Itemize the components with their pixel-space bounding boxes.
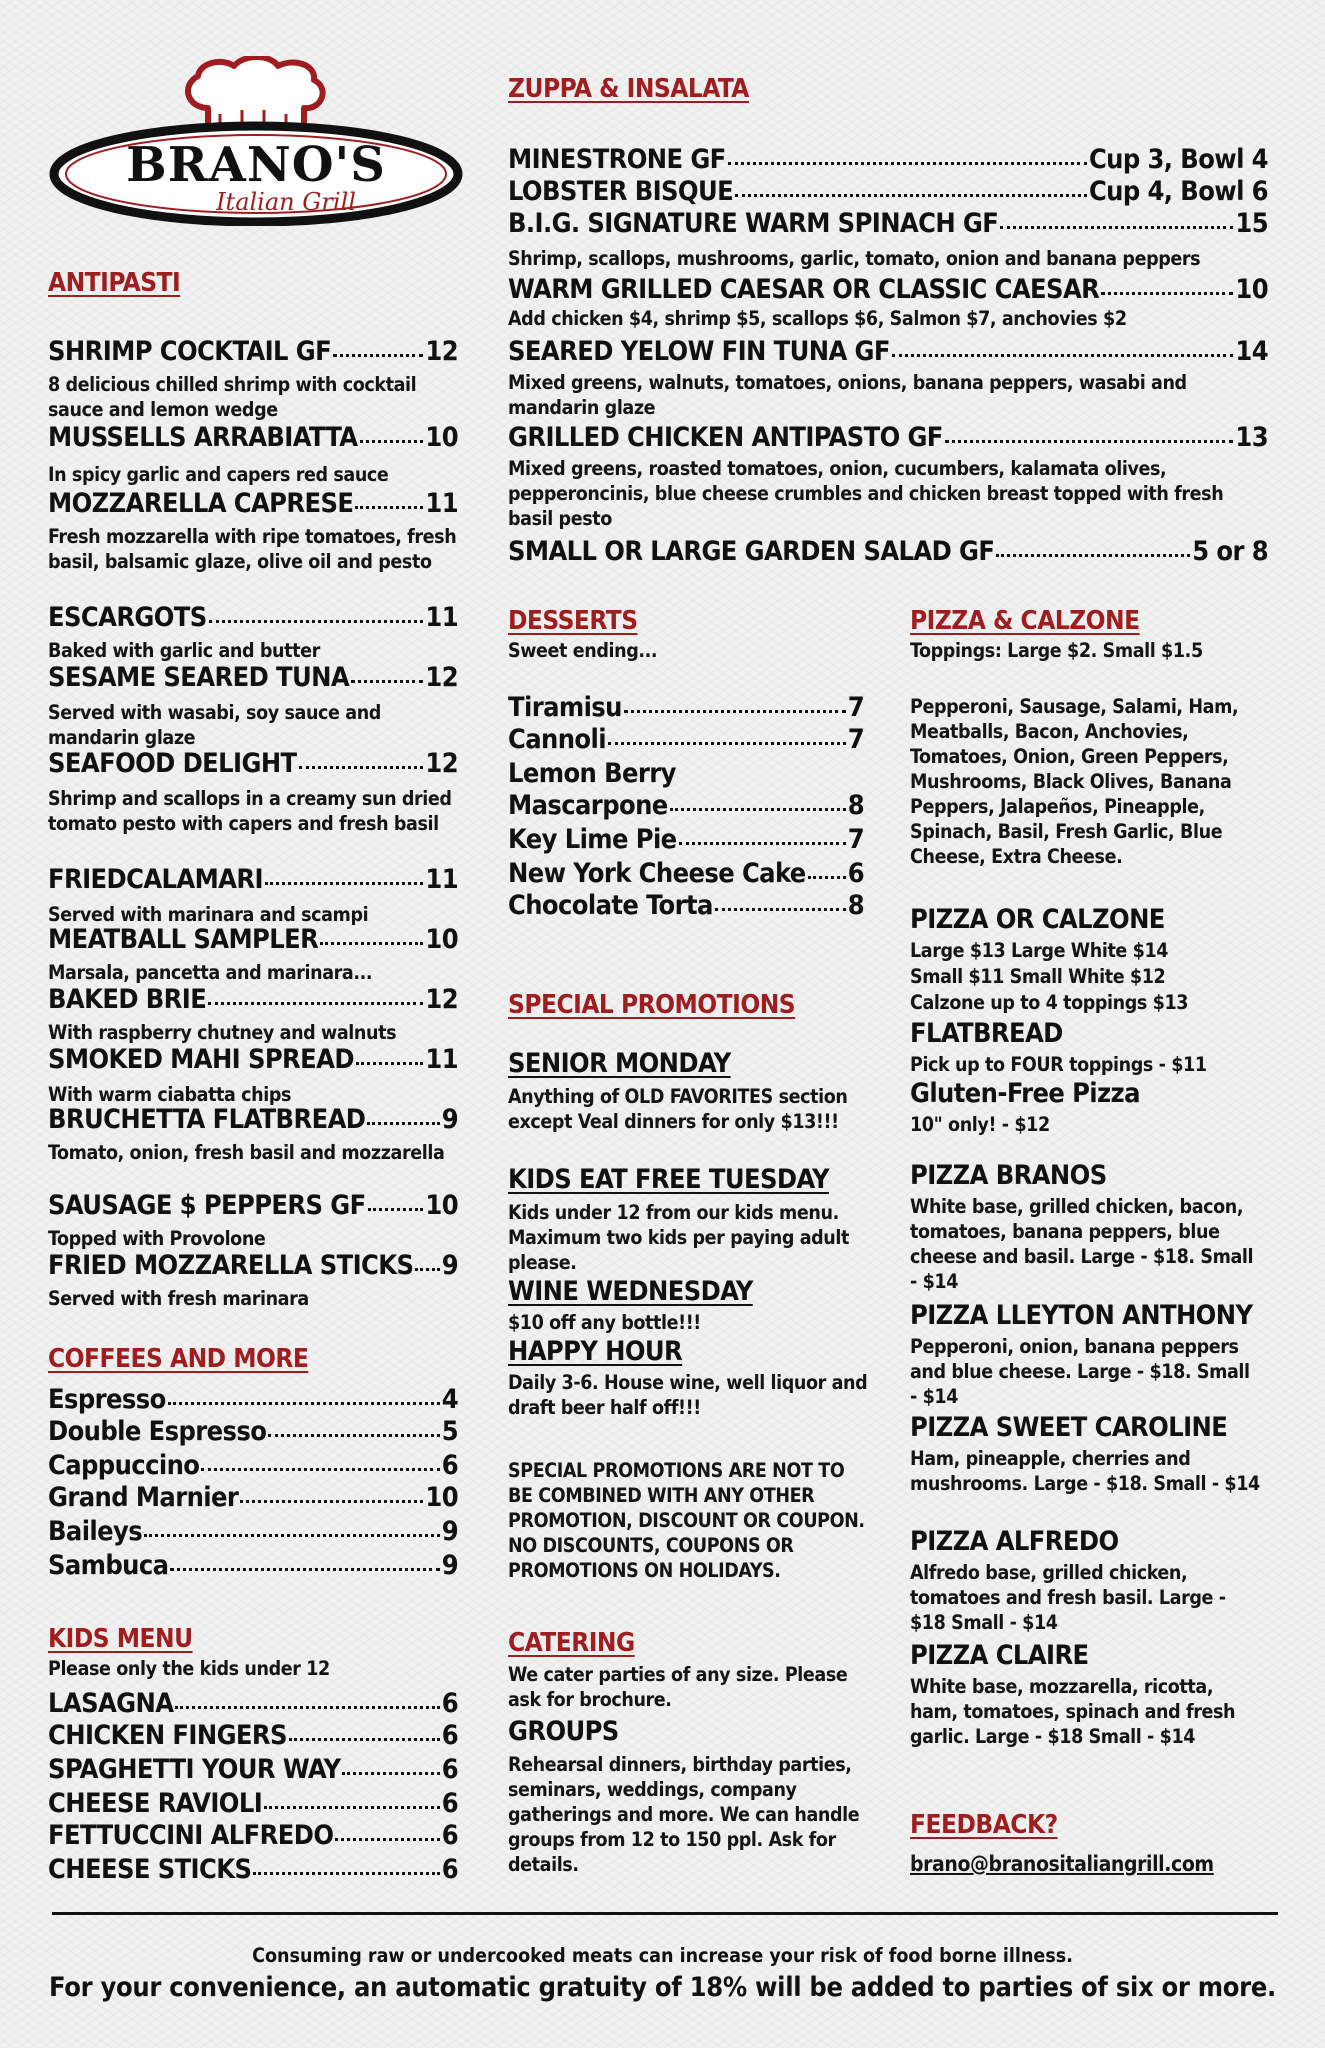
leader-dots xyxy=(1101,292,1233,295)
zuppa-desc: Shrimp, scallops, mushrooms, garlic, tomato, onion and banana peppers xyxy=(508,247,1201,270)
item-price: 13 xyxy=(1235,422,1268,453)
pizza-specialty-desc: White base, mozzarella, ricotta, ham, tomatoes, spinach and fresh garlic. Large - $18 Small - $14 xyxy=(910,1675,1236,1748)
leader-dots xyxy=(144,1534,440,1537)
leader-dots xyxy=(351,680,423,683)
antipasti-item xyxy=(48,424,458,451)
item-name: FRIEDCALAMARI xyxy=(48,864,263,895)
groups-desc: Rehearsal dinners, birthday parties, seminars, weddings, company gatherings and more. We can handle groups from 12 to 150 ppl. Ask for details. xyxy=(508,1753,860,1876)
kids-item xyxy=(48,1756,458,1783)
pizza-calzone-line: Large $13 Large White $14 xyxy=(910,939,1169,962)
leader-dots xyxy=(670,808,846,811)
zuppa-desc: Mixed greens, walnuts, tomatoes, onions, banana peppers, wasabi and mandarin glaze xyxy=(508,371,1187,419)
item-name: CHEESE RAVIOLI xyxy=(48,1788,263,1819)
section-title-catering: CATERING xyxy=(508,1628,635,1658)
item-price: Cup 3, Bowl 4 xyxy=(1088,144,1268,175)
leader-dots xyxy=(299,766,424,769)
zuppa-item xyxy=(508,424,1268,451)
item-name: SPAGHETTI YOUR WAY xyxy=(48,1754,341,1785)
item-price: 6 xyxy=(441,1854,458,1885)
pizza-specialty-desc: Alfredo base, grilled chicken, tomatoes and fresh basil. Large - $18 Small - $14 xyxy=(910,1561,1226,1634)
item-name: MINESTRONE GF xyxy=(508,144,726,175)
item-price: 11 xyxy=(425,602,458,633)
promo-desc: Kids under 12 from our kids menu. Maximum two kids per paying adult please. xyxy=(508,1201,849,1274)
item-price: 12 xyxy=(425,662,458,693)
item-name: Chocolate Torta xyxy=(508,890,713,921)
kids-item xyxy=(48,1722,458,1749)
item-name: Tiramisu xyxy=(508,692,622,723)
zuppa-item xyxy=(508,178,1268,205)
item-name: Sambuca xyxy=(48,1550,169,1581)
pizza-toppings-list: Pepperoni, Sausage, Salami, Ham, Meatballs, Bacon, Anchovies, Tomatoes, Onion, Green Peppers, Mushrooms, Black Olives, Banana Peppers, Jalapeños, Pineapple, Spinach, Basil, Fresh Garlic, Blue Cheese, Extra Cheese. xyxy=(910,695,1239,868)
antipasti-desc: Served with marinara and scampi xyxy=(48,903,369,926)
flatbread-title: FLATBREAD xyxy=(910,1018,1063,1049)
antipasti-item xyxy=(48,1046,458,1073)
item-price: 6 xyxy=(441,1754,458,1785)
dessert-item xyxy=(508,694,864,721)
zuppa-item xyxy=(508,538,1268,565)
leader-dots xyxy=(892,354,1234,357)
antipasti-item xyxy=(48,664,458,691)
leader-dots xyxy=(368,1208,424,1211)
kids-item xyxy=(48,1790,458,1817)
zuppa-item xyxy=(508,210,1268,237)
item-price: Cup 4, Bowl 6 xyxy=(1088,176,1268,207)
coffee-item xyxy=(48,1518,458,1545)
zuppa-item xyxy=(508,276,1268,303)
logo-tagline: Italian Grill xyxy=(216,188,356,216)
leader-dots xyxy=(945,440,1234,443)
item-price: 10 xyxy=(425,924,458,955)
feedback-email[interactable]: brano@branositaliangrill.com xyxy=(910,1852,1214,1876)
antipasti-item xyxy=(48,1252,458,1279)
item-name: LOBSTER BISQUE xyxy=(508,176,734,207)
antipasti-item xyxy=(48,986,458,1013)
gluten-free-title: Gluten-Free Pizza xyxy=(910,1078,1140,1109)
leader-dots xyxy=(1000,226,1233,229)
dessert-item xyxy=(508,792,864,819)
leader-dots xyxy=(201,1468,439,1471)
leader-dots xyxy=(808,876,846,879)
antipasti-desc: With warm ciabatta chips xyxy=(48,1083,292,1106)
dessert-item xyxy=(508,892,864,919)
item-name: CHICKEN FINGERS xyxy=(48,1720,287,1751)
footer-warning: Consuming raw or undercooked meats can increase your risk of food borne illness. xyxy=(252,1944,1073,1967)
item-price: 14 xyxy=(1235,336,1268,367)
coffee-item xyxy=(48,1386,458,1413)
item-name: BRUCHETTA FLATBREAD xyxy=(48,1104,366,1135)
item-price: 10 xyxy=(425,1482,458,1513)
section-title-feedback: FEEDBACK? xyxy=(910,1810,1058,1840)
leader-dots xyxy=(240,1500,423,1503)
zuppa-desc: Mixed greens, roasted tomatoes, onion, cucumbers, kalamata olives, pepperoncinis, blue cheese crumbles and chicken breast topped with fresh basil pesto xyxy=(508,457,1224,530)
leader-dots xyxy=(608,742,846,745)
item-price: 8 xyxy=(847,790,864,821)
leader-dots xyxy=(208,1002,423,1005)
pizza-toppings-price: Toppings: Large $2. Small $1.5 xyxy=(910,639,1203,662)
logo-name: BRANO'S xyxy=(126,137,386,193)
item-price: 12 xyxy=(425,984,458,1015)
antipasti-item xyxy=(48,866,458,893)
leader-dots xyxy=(356,1062,423,1065)
leader-dots xyxy=(209,620,424,623)
item-name: Lemon Berry xyxy=(508,758,676,789)
pizza-specialty-title: PIZZA CLAIRE xyxy=(910,1640,1089,1671)
section-title-promotions: SPECIAL PROMOTIONS xyxy=(508,990,796,1020)
item-name: CHEESE STICKS xyxy=(48,1854,252,1885)
item-price: 8 xyxy=(847,890,864,921)
item-name: B.I.G. SIGNATURE WARM SPINACH GF xyxy=(508,208,999,239)
item-price: 11 xyxy=(425,864,458,895)
leader-dots xyxy=(735,194,1087,197)
promo-desc: Anything of OLD FAVORITES section except Veal dinners for only $13!!! xyxy=(508,1085,848,1133)
item-price: 15 xyxy=(1235,208,1268,239)
pizza-specialty-desc: Pepperoni, onion, banana peppers and blue cheese. Large - $18. Small - $14 xyxy=(910,1335,1250,1408)
branos-logo xyxy=(48,56,464,226)
pizza-specialty-title: PIZZA ALFREDO xyxy=(910,1526,1119,1557)
item-name: Double Espresso xyxy=(48,1416,267,1447)
leader-dots xyxy=(715,908,846,911)
item-price: 9 xyxy=(441,1516,458,1547)
item-name: SMALL OR LARGE GARDEN SALAD GF xyxy=(508,536,995,567)
item-price: 9 xyxy=(441,1104,458,1135)
promo-disclaimer: SPECIAL PROMOTIONS ARE NOT TO BE COMBINED WITH ANY OTHER PROMOTION, DISCOUNT OR COUPON. NO DISCOUNTS, COUPONS OR PROMOTIONS ON HOLIDAYS. xyxy=(508,1459,865,1582)
leader-dots xyxy=(268,1434,439,1437)
antipasti-desc: In spicy garlic and capers red sauce xyxy=(48,463,389,486)
antipasti-desc: 8 delicious chilled shrimp with cocktail sauce and lemon wedge xyxy=(48,373,417,421)
antipasti-item xyxy=(48,1106,458,1133)
coffee-item xyxy=(48,1552,458,1579)
antipasti-item xyxy=(48,750,458,777)
item-price: 12 xyxy=(425,748,458,779)
groups-title: GROUPS xyxy=(508,1716,619,1747)
antipasti-desc: Tomato, onion, fresh basil and mozzarella xyxy=(48,1141,445,1164)
item-name: Cappuccino xyxy=(48,1450,200,1481)
section-title-pizza: PIZZA & CALZONE xyxy=(910,606,1140,636)
antipasti-desc: Served with fresh marinara xyxy=(48,1287,309,1310)
pizza-calzone-line: Calzone up to 4 toppings $13 xyxy=(910,991,1189,1014)
item-price: 7 xyxy=(847,824,864,855)
kids-note: Please only the kids under 12 xyxy=(48,1657,330,1680)
item-name: New York Cheese Cake xyxy=(508,858,806,889)
item-price: 6 xyxy=(441,1688,458,1719)
item-name: Espresso xyxy=(48,1384,166,1415)
leader-dots xyxy=(264,1806,440,1809)
item-price: 11 xyxy=(425,488,458,519)
catering-desc: We cater parties of any size. Please ask for brochure. xyxy=(508,1663,848,1711)
item-price: 5 or 8 xyxy=(1192,536,1268,567)
antipasti-desc: Baked with garlic and butter xyxy=(48,639,320,662)
antipasti-item xyxy=(48,926,458,953)
leader-dots xyxy=(265,882,423,885)
item-price: 11 xyxy=(425,1044,458,1075)
dessert-item xyxy=(508,826,864,853)
item-price: 10 xyxy=(1235,274,1268,305)
item-name: WARM GRILLED CAESAR OR CLASSIC CAESAR xyxy=(508,274,1100,305)
item-name: SMOKED MAHI SPREAD xyxy=(48,1044,354,1075)
leader-dots xyxy=(624,710,846,713)
leader-dots xyxy=(335,1838,439,1841)
item-price: 10 xyxy=(425,1190,458,1221)
item-name: GRILLED CHICKEN ANTIPASTO GF xyxy=(508,422,943,453)
item-name: MUSSELLS ARRABIATTA xyxy=(48,422,358,453)
item-name: SHRIMP COCKTAIL GF xyxy=(48,336,332,367)
item-name: Mascarpone xyxy=(508,790,668,821)
zuppa-item xyxy=(508,146,1268,173)
footer-divider xyxy=(52,1912,1278,1915)
item-price: 7 xyxy=(847,724,864,755)
footer-gratuity: For your convenience, an automatic gratuity of 18% will be added to parties of six or more. xyxy=(49,1972,1276,2003)
leader-dots xyxy=(679,842,846,845)
item-price: 9 xyxy=(441,1250,458,1281)
item-price: 6 xyxy=(847,858,864,889)
section-title-zuppa: ZUPPA & INSALATA xyxy=(508,74,749,104)
leader-dots xyxy=(728,162,1087,165)
section-title-coffees: COFFEES AND MORE xyxy=(48,1344,309,1374)
item-name: MOZZARELLA CAPRESE xyxy=(48,488,354,519)
item-price: 10 xyxy=(425,422,458,453)
coffee-item xyxy=(48,1452,458,1479)
leader-dots xyxy=(170,1568,439,1571)
antipasti-desc: With raspberry chutney and walnuts xyxy=(48,1021,397,1044)
coffee-item xyxy=(48,1418,458,1445)
item-name: BAKED BRIE xyxy=(48,984,207,1015)
antipasti-desc: Fresh mozzarella with ripe tomatoes, fresh basil, balsamic glaze, olive oil and pesto xyxy=(48,525,457,573)
antipasti-desc: Topped with Provolone xyxy=(48,1227,266,1250)
pizza-specialty-title: PIZZA BRANOS xyxy=(910,1160,1107,1191)
item-name: FRIED MOZZARELLA STICKS xyxy=(48,1250,414,1281)
item-price: 7 xyxy=(847,692,864,723)
chef-hat-icon xyxy=(188,57,323,126)
item-name: Key Lime Pie xyxy=(508,824,677,855)
item-name: ESCARGOTS xyxy=(48,602,207,633)
item-price: 6 xyxy=(441,1820,458,1851)
pizza-calzone-title: PIZZA OR CALZONE xyxy=(910,904,1165,935)
leader-dots xyxy=(333,354,423,357)
leader-dots xyxy=(175,1706,439,1709)
leader-dots xyxy=(996,554,1190,557)
gluten-free-desc: 10" only! - $12 xyxy=(910,1113,1050,1136)
kids-item xyxy=(48,1822,458,1849)
promo-desc: $10 off any bottle!!! xyxy=(508,1311,701,1334)
section-title-kids: KIDS MENU xyxy=(48,1624,193,1654)
flatbread-desc: Pick up to FOUR toppings - $11 xyxy=(910,1053,1207,1076)
section-title-desserts: DESSERTS xyxy=(508,606,638,636)
antipasti-item xyxy=(48,338,458,365)
zuppa-item xyxy=(508,338,1268,365)
item-name: Grand Marnier xyxy=(48,1482,239,1513)
antipasti-item xyxy=(48,490,458,517)
antipasti-item xyxy=(48,1192,458,1219)
leader-dots xyxy=(253,1872,439,1875)
leader-dots xyxy=(320,942,423,945)
promo-title: KIDS EAT FREE TUESDAY xyxy=(508,1164,830,1195)
item-name: SEARED YELOW FIN TUNA GF xyxy=(508,336,890,367)
promo-title: WINE WEDNESDAY xyxy=(508,1276,753,1307)
item-price: 9 xyxy=(441,1550,458,1581)
dessert-item xyxy=(508,726,864,753)
desserts-note: Sweet ending... xyxy=(508,639,658,662)
promo-desc: Daily 3-6. House wine, well liquor and draft beer half off!!! xyxy=(508,1371,868,1419)
antipasti-desc: Served with wasabi, soy sauce and mandarin glaze xyxy=(48,701,381,749)
dessert-item xyxy=(508,760,864,787)
leader-dots xyxy=(168,1402,440,1405)
pizza-specialty-desc: White base, grilled chicken, bacon, tomatoes, banana peppers, blue cheese and basil. Large - $18. Small - $14 xyxy=(910,1195,1254,1293)
item-name: LASAGNA xyxy=(48,1688,174,1719)
leader-dots xyxy=(289,1738,440,1741)
promo-title: SENIOR MONDAY xyxy=(508,1048,731,1079)
pizza-specialty-desc: Ham, pineapple, cherries and mushrooms. Large - $18. Small - $14 xyxy=(910,1447,1260,1495)
item-name: SESAME SEARED TUNA xyxy=(48,662,350,693)
item-name: Cannoli xyxy=(508,724,606,755)
leader-dots xyxy=(367,1122,439,1125)
promo-title: HAPPY HOUR xyxy=(508,1336,683,1367)
leader-dots xyxy=(360,440,424,443)
leader-dots xyxy=(415,1268,439,1271)
item-name: MEATBALL SAMPLER xyxy=(48,924,319,955)
item-price: 6 xyxy=(441,1450,458,1481)
pizza-specialty-title: PIZZA LLEYTON ANTHONY xyxy=(910,1300,1253,1331)
section-title-antipasti: ANTIPASTI xyxy=(48,268,181,298)
item-name: SEAFOOD DELIGHT xyxy=(48,748,297,779)
pizza-calzone-line: Small $11 Small White $12 xyxy=(910,965,1166,988)
antipasti-item xyxy=(48,604,458,631)
zuppa-desc: Add chicken $4, shrimp $5, scallops $6, Salmon $7, anchovies $2 xyxy=(508,307,1127,330)
item-name: SAUSAGE $ PEPPERS GF xyxy=(48,1190,366,1221)
item-price: 6 xyxy=(441,1720,458,1751)
item-name: FETTUCCINI ALFREDO xyxy=(48,1820,334,1851)
item-price: 4 xyxy=(441,1384,458,1415)
kids-item xyxy=(48,1690,458,1717)
dessert-item xyxy=(508,860,864,887)
item-price: 12 xyxy=(425,336,458,367)
leader-dots xyxy=(355,506,423,509)
coffee-item xyxy=(48,1484,458,1511)
leader-dots xyxy=(342,1772,439,1775)
item-price: 5 xyxy=(441,1416,458,1447)
pizza-specialty-title: PIZZA SWEET CAROLINE xyxy=(910,1412,1228,1443)
kids-item xyxy=(48,1856,458,1883)
item-price: 6 xyxy=(441,1788,458,1819)
antipasti-desc: Marsala, pancetta and marinara... xyxy=(48,961,373,984)
item-name: Baileys xyxy=(48,1516,143,1547)
antipasti-desc: Shrimp and scallops in a creamy sun dried tomato pesto with capers and fresh basil xyxy=(48,787,452,835)
